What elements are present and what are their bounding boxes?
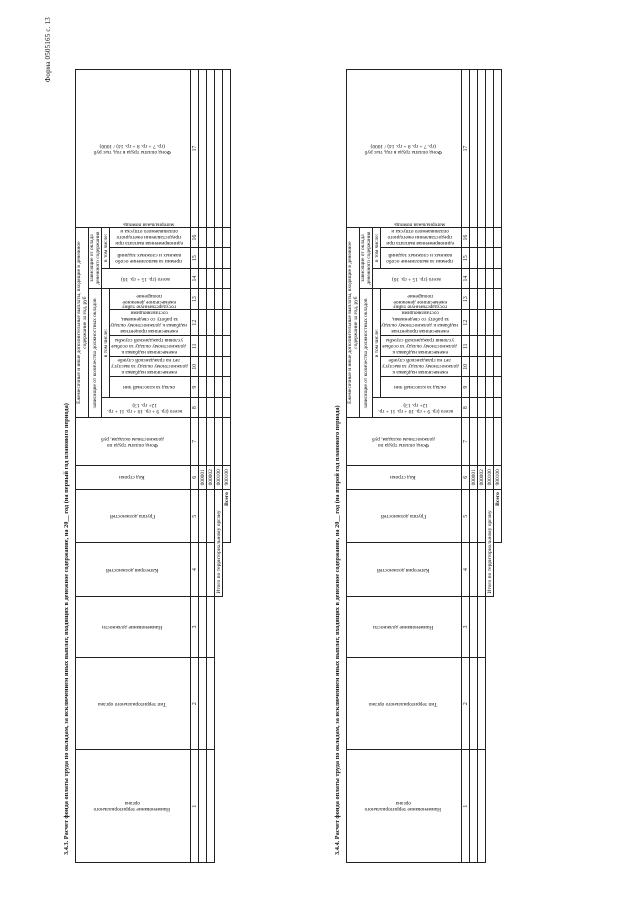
cell-value[interactable] [223,418,231,465]
cell-position-group[interactable] [199,490,207,543]
cell-value[interactable] [207,418,215,465]
header-group-salary-count: зависящие от количества должностных окладов [89,289,102,418]
cell-value[interactable] [470,397,478,417]
column-numbers-row [191,70,199,863]
table-row [199,70,207,863]
col-number: 5 [191,490,199,543]
cell-position-name[interactable] [207,596,215,657]
cell-value[interactable] [486,309,494,336]
col-number: 3 [191,596,199,657]
col-number: 14 [462,268,470,288]
cell-value[interactable] [199,70,207,228]
col-number: 4 [462,543,470,596]
grand-total-code: 900100 [494,465,502,490]
form-identifier: Форма 0505165 с. 13 [44,17,52,83]
cell-value[interactable] [223,356,231,376]
col-number: 15 [191,248,199,268]
cell-value[interactable] [199,268,207,288]
cell-territorial-organ-name[interactable] [199,750,207,863]
cell-value[interactable] [223,70,231,228]
col-number: 11 [462,336,470,356]
column-numbers-row [462,70,470,863]
cell-position-group[interactable] [478,490,486,543]
col-number: 5 [462,490,470,543]
col-number: 10 [191,356,199,376]
col-number: 10 [462,356,470,376]
cell-value[interactable] [207,377,215,397]
header-annual-fund: Фонд оплаты труда в год, тыс руб (гр. 7 + гр. 8 + гр. 14) / 1000) [347,70,462,228]
cell-value[interactable] [215,397,223,417]
header-subtotal-a: всего (гр. 9 + гр. 10 + гр. 11 + гр. 12+ гр. 13) [373,397,462,417]
cell-value[interactable] [207,336,215,356]
cell-position-category[interactable] [478,543,486,596]
cell-value[interactable] [199,289,207,309]
col-number: 8 [191,397,199,417]
cell-value[interactable] [494,248,502,268]
grand-total-label: Всего [223,490,231,543]
col-number: 9 [462,377,470,397]
col-number: 7 [191,418,199,465]
header-state-secret-bonus: ежемесячная процентная надбавка к должностному окладу за работу со сведениями, составляющими государственную тайну [381,309,462,336]
cell-value[interactable] [223,289,231,309]
header-vacation-payment: единовременная выплата при предоставлении ежегодного оплачиваемого отпуска и материальная помощь [381,227,462,247]
cell-value[interactable] [494,397,502,417]
cell-value[interactable] [215,377,223,397]
payroll-calculation-table [75,69,231,863]
header-additional-payments-group: Ежемесячные и иные дополнительные выплаты, входящие в денежное содержание за год, руб [76,227,89,418]
header-position-group: Группа должностей [76,490,191,543]
cell-value[interactable] [478,356,486,376]
cell-value[interactable] [199,336,207,356]
col-number: 13 [462,289,470,309]
cell-position-group[interactable] [470,490,478,543]
header-salary-fund: Фонд оплаты труда по должностным окладам, руб [76,418,191,465]
cell-value[interactable] [199,377,207,397]
header-position-name: Наименование должности [347,596,462,657]
header-territorial-organ-name: Наименование территориального органа [76,750,191,863]
cell-value[interactable] [215,309,223,336]
grand-total-row [223,70,231,863]
cell-row-code: 000001 [199,465,207,490]
col-number: 17 [191,70,199,228]
payroll-calculation-table [346,69,502,863]
col-number: 1 [462,750,470,863]
cell-value[interactable] [207,227,215,247]
cell-position-category[interactable] [207,543,215,596]
cell-value[interactable] [494,418,502,465]
cell-value[interactable] [470,289,478,309]
cell-row-code: 000002 [207,465,215,490]
cell-value[interactable] [207,289,215,309]
cell-value[interactable] [486,70,494,228]
header-subtotal-a: всего (гр. 9 + гр. 10 + гр. 11 + гр. 12+ гр. 13) [102,397,191,417]
cell-value[interactable] [494,356,502,376]
cell-value[interactable] [199,356,207,376]
cell-value[interactable] [199,309,207,336]
header-position-category: Категория должностей [347,543,462,596]
col-number: 9 [191,377,199,397]
cell-value[interactable] [494,227,502,247]
cell-territorial-organ-name[interactable] [478,750,486,863]
cell-value[interactable] [215,227,223,247]
cell-value[interactable] [470,268,478,288]
cell-value[interactable] [486,248,494,268]
cell-value[interactable] [223,227,231,247]
col-number: 17 [462,70,470,228]
cell-value[interactable] [478,248,486,268]
total-territorial-row [215,70,223,863]
cell-row-code: 000001 [470,465,478,490]
cell-position-group[interactable] [207,490,215,543]
col-number: 11 [191,336,199,356]
col-number: 8 [462,397,470,417]
col-number: 1 [191,750,199,863]
header-subtotal-b: всего (гр. 15 + гр. 16) [102,268,191,288]
cell-value[interactable] [486,268,494,288]
cell-value[interactable] [207,397,215,417]
cell-value[interactable] [486,397,494,417]
cell-value[interactable] [470,309,478,336]
header-additional-payments-group: Ежемесячные и иные дополнительные выплаты, входящие в денежное содержание за год, руб [347,227,360,418]
header-annual-fund: Фонд оплаты труда в год, тыс руб (гр. 7 + гр. 8 + гр. 14) / 1000) [76,70,191,228]
cell-value[interactable] [494,70,502,228]
cell-value[interactable] [199,397,207,417]
col-number: 14 [191,268,199,288]
cell-value[interactable] [199,418,207,465]
grand-total-row [494,70,502,863]
header-in-total-a: в том числе: [102,289,110,398]
cell-value[interactable] [478,418,486,465]
total-territorial-code: 000100 [215,465,223,490]
header-salary-fund: Фонд оплаты труда по должностным окладам, руб [347,418,462,465]
cell-value[interactable] [215,418,223,465]
cell-value[interactable] [207,248,215,268]
header-group-salary-count: зависящие от количества должностных окладов [360,289,373,418]
col-number: 16 [191,227,199,247]
cell-position-name[interactable] [470,596,478,657]
header-special-tasks-bonus: премии за выполнение особо важных и сложных заданий [110,248,191,268]
cell-value[interactable] [223,397,231,417]
header-in-total-b: в том числе: [102,227,110,268]
cell-value[interactable] [215,356,223,376]
cell-value[interactable] [215,248,223,268]
cell-value[interactable] [486,418,494,465]
col-number: 4 [191,543,199,596]
col-number: 7 [462,418,470,465]
col-number: 2 [462,658,470,750]
cell-value[interactable] [486,336,494,356]
col-number: 6 [462,465,470,490]
cell-territorial-organ-type[interactable] [207,658,215,750]
cell-value[interactable] [470,336,478,356]
cell-value[interactable] [494,309,502,336]
header-special-conditions-bonus: ежемесячная надбавка к должностному окладу за особые условия гражданской службы [381,336,462,356]
grand-total-code: 900100 [223,465,231,490]
section-3-4-3 [63,63,231,863]
grand-total-label: Всего [494,490,502,543]
cell-value[interactable] [215,336,223,356]
header-position-category: Категория должностей [76,543,191,596]
header-position-group: Группа должностей [347,490,462,543]
cell-value[interactable] [207,268,215,288]
header-row-code: Код строки [347,465,462,490]
col-number: 12 [462,309,470,336]
cell-value[interactable] [486,356,494,376]
cell-value[interactable] [199,227,207,247]
table-row [470,70,478,863]
cell-value[interactable] [470,248,478,268]
cell-value[interactable] [223,377,231,397]
cell-value[interactable] [207,309,215,336]
cell-value[interactable] [470,70,478,228]
cell-value[interactable] [215,70,223,228]
cell-value[interactable] [223,309,231,336]
cell-position-name[interactable] [199,596,207,657]
total-territorial-code: 000100 [486,465,494,490]
cell-value[interactable] [478,227,486,247]
cell-value[interactable] [486,227,494,247]
cell-position-category[interactable] [470,543,478,596]
header-special-conditions-bonus: ежемесячная надбавка к должностному окладу за особые условия гражданской службы [110,336,191,356]
table-row [207,70,215,863]
col-number: 6 [191,465,199,490]
cell-value[interactable] [478,309,486,336]
cell-value[interactable] [494,336,502,356]
cell-value[interactable] [207,70,215,228]
col-number: 3 [462,596,470,657]
header-class-rank-salary: оклад за классный чин [381,377,462,397]
section-title: 3.4.3. Расчет фонда оплаты труда по окладам, за исключением иных выплат, входящих в денежное содержание, на 20__ год (на первый год планового периода) [63,403,70,855]
header-monthly-incentive: ежемесячное денежное поощрение [381,289,462,309]
header-state-secret-bonus: ежемесячная процентная надбавка к должностному окладу за работу со сведениями, составляющими государственную тайну [110,309,191,336]
cell-row-code: 000002 [478,465,486,490]
header-in-total-b: в том числе: [373,227,381,268]
cell-value[interactable] [494,289,502,309]
cell-value[interactable] [478,70,486,228]
header-group-allowance: зависящие от оклада денежного содержания [89,227,102,288]
header-seniority-bonus: ежемесячная надбавка к должностному окладу за выслугу лет на гражданской службе [381,356,462,376]
col-number: 15 [462,248,470,268]
cell-value[interactable] [486,289,494,309]
cell-value[interactable] [223,336,231,356]
cell-value[interactable] [478,377,486,397]
cell-value[interactable] [470,356,478,376]
header-subtotal-b: всего (гр. 15 + гр. 16) [373,268,462,288]
cell-value[interactable] [494,268,502,288]
section-3-4-4 [334,63,502,863]
cell-value[interactable] [223,248,231,268]
cell-value[interactable] [215,268,223,288]
col-number: 2 [191,658,199,750]
col-number: 13 [191,289,199,309]
header-monthly-incentive: ежемесячное денежное поощрение [110,289,191,309]
cell-value[interactable] [478,289,486,309]
header-class-rank-salary: оклад за классный чин [110,377,191,397]
header-territorial-organ-name: Наименование территориального органа [347,750,462,863]
cell-territorial-organ-name[interactable] [470,750,478,863]
cell-value[interactable] [478,397,486,417]
cell-value[interactable] [470,227,478,247]
section-title: 3.4.4. Расчет фонда оплаты труда по окладам, за исключением иных выплат, входящих в денежное содержание, на 20__ год (на второй год планового периода) [334,405,341,855]
header-group-allowance: зависящие от оклада денежного содержания [360,227,373,288]
cell-value[interactable] [199,248,207,268]
col-number: 16 [462,227,470,247]
header-territorial-organ-type: Тип территориального органа [76,658,191,750]
cell-value[interactable] [478,336,486,356]
table-row [478,70,486,863]
cell-territorial-organ-type[interactable] [199,658,207,750]
total-territorial-label: Итого по территориальному органу [215,490,223,597]
col-number: 12 [191,309,199,336]
cell-territorial-organ-name[interactable] [207,750,215,863]
header-in-total-a: в том числе: [373,289,381,398]
cell-value[interactable] [207,356,215,376]
header-special-tasks-bonus: премии за выполнение особо важных и сложных заданий [381,248,462,268]
header-vacation-payment: единовременная выплата при предоставлении ежегодного оплачиваемого отпуска и материальная помощь [110,227,191,247]
header-row-code: Код строки [76,465,191,490]
header-position-name: Наименование должности [76,596,191,657]
cell-value[interactable] [223,268,231,288]
cell-position-category[interactable] [199,543,207,596]
header-seniority-bonus: ежемесячная надбавка к должностному окладу за выслугу лет на гражданской службе [110,356,191,376]
cell-value[interactable] [470,377,478,397]
cell-value[interactable] [215,289,223,309]
cell-territorial-organ-type[interactable] [470,658,478,750]
header-territorial-organ-type: Тип территориального органа [347,658,462,750]
total-territorial-row [486,70,494,863]
cell-value[interactable] [486,377,494,397]
cell-position-name[interactable] [478,596,486,657]
cell-value[interactable] [494,377,502,397]
cell-value[interactable] [478,268,486,288]
cell-territorial-organ-type[interactable] [478,658,486,750]
cell-value[interactable] [470,418,478,465]
total-territorial-label: Итого по территориальному органу [486,490,494,597]
